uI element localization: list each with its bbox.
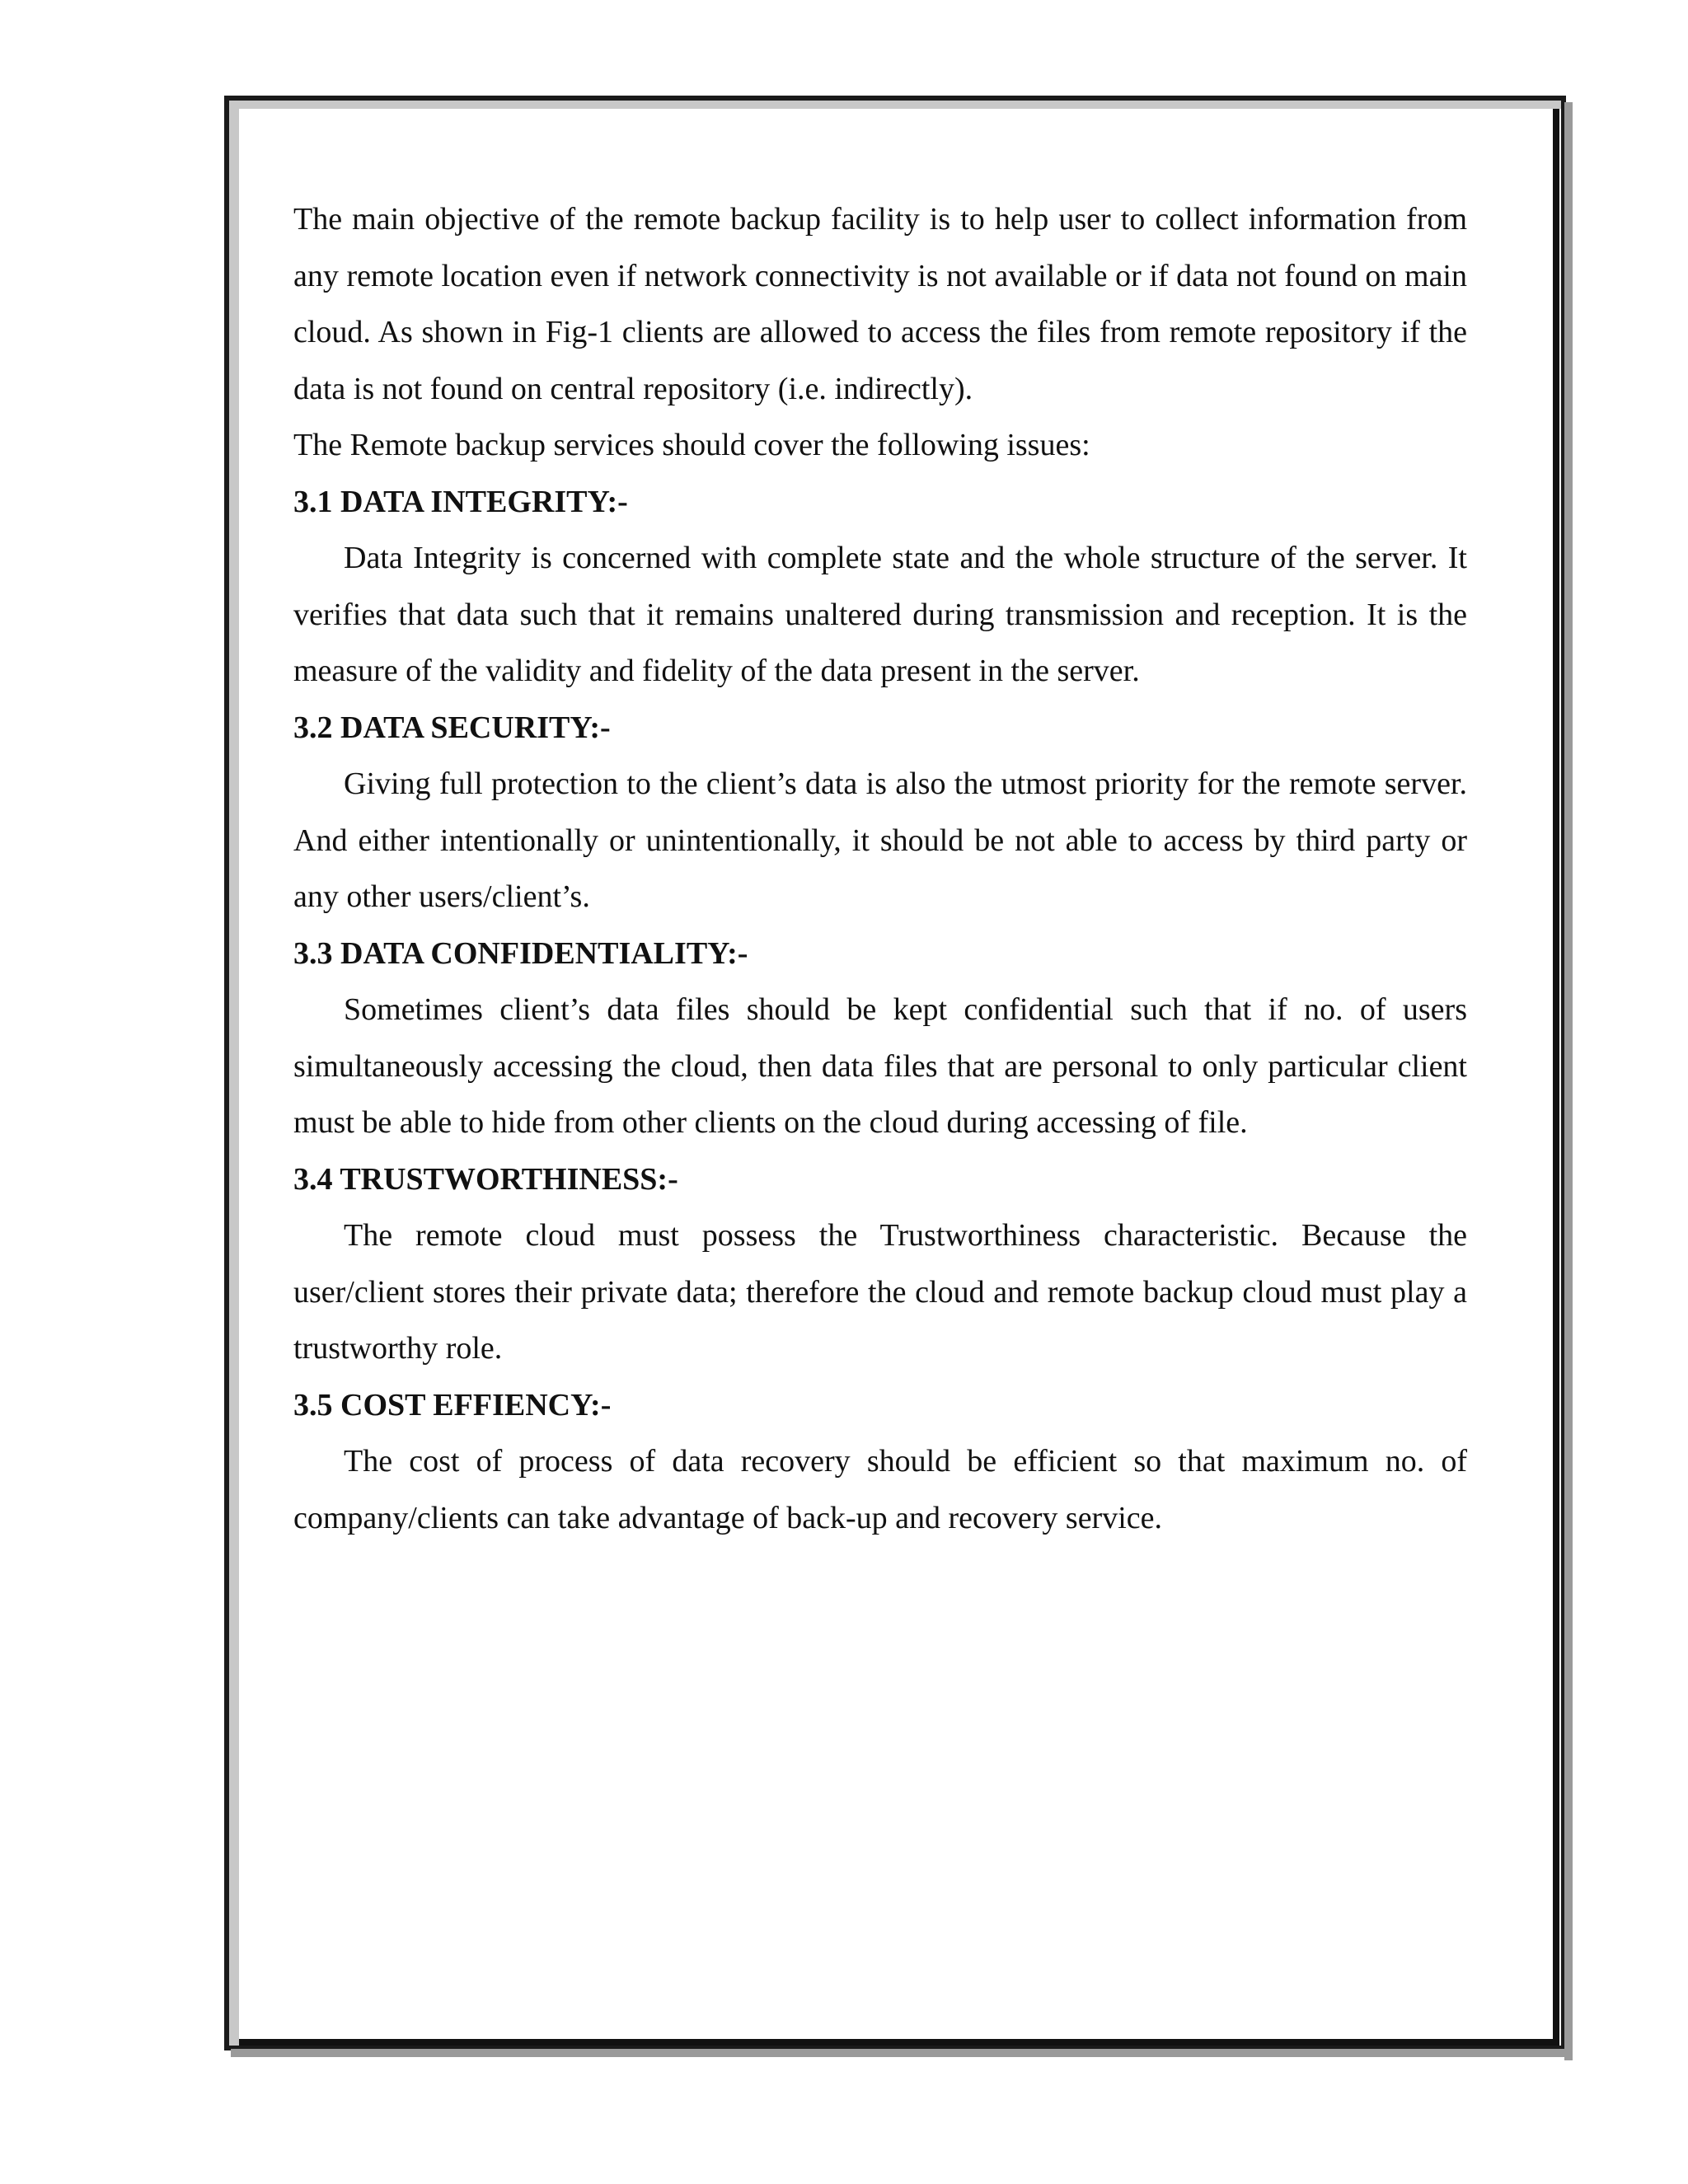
section-heading-data-confidentiality: 3.3 DATA CONFIDENTIALITY:- (293, 935, 748, 971)
section-body-trustworthiness: The remote cloud must possess the Trustworthiness characteristic. Because the user/client stores their private data; therefore the cloud and remote backup cloud must play a trustworthy role. (293, 1218, 1467, 1366)
section-body-data-security: Giving full protection to the client’s data is also the utmost priority for the remote server. And either intentionally or unintentionally, it should be not able to access by third party or any other users/client’s. (293, 766, 1467, 914)
section-body-data-integrity: Data Integrity is concerned with complete state and the whole structure of the server. It verifies that data such that it remains unaltered during transmission and reception. It is the measure of the validity and fidelity of the data present in the server. (293, 541, 1467, 688)
section-body-cost-effiency: The cost of process of data recovery should be efficient so that maximum no. of company/clients can take advantage of back-up and recovery service. (293, 1444, 1467, 1535)
intro-paragraph: The main objective of the remote backup facility is to help user to collect information from any remote location even if network connectivity is not available or if data not found on main cloud. As shown in Fig-1 clients are allowed to access the files from remote repository if the data is not found on central repository (i.e. indirectly). (293, 202, 1467, 406)
section-heading-data-security: 3.2 DATA SECURITY:- (293, 710, 611, 745)
section-body-data-confidentiality: Sometimes client’s data files should be kept confidential such that if no. of users simultaneously accessing the cloud, then data files that are personal to only particular client must be able to hide from other clients on the cloud during accessing of file. (293, 992, 1467, 1140)
frame-shadow-right (1564, 102, 1573, 2060)
section-heading-data-integrity: 3.1 DATA INTEGRITY:- (293, 484, 628, 519)
frame-inner-bottom-line (239, 2039, 1559, 2046)
document-body (293, 191, 1467, 1546)
frame-shadow-bottom (231, 2049, 1573, 2057)
section-heading-trustworthiness: 3.4 TRUSTWORTHINESS:- (293, 1161, 678, 1197)
section-heading-cost-effiency: 3.5 COST EFFIENCY:- (293, 1387, 612, 1422)
intro-lead-in: The Remote backup services should cover the following issues: (293, 428, 1090, 462)
frame-inner-right-line (1553, 109, 1559, 2046)
